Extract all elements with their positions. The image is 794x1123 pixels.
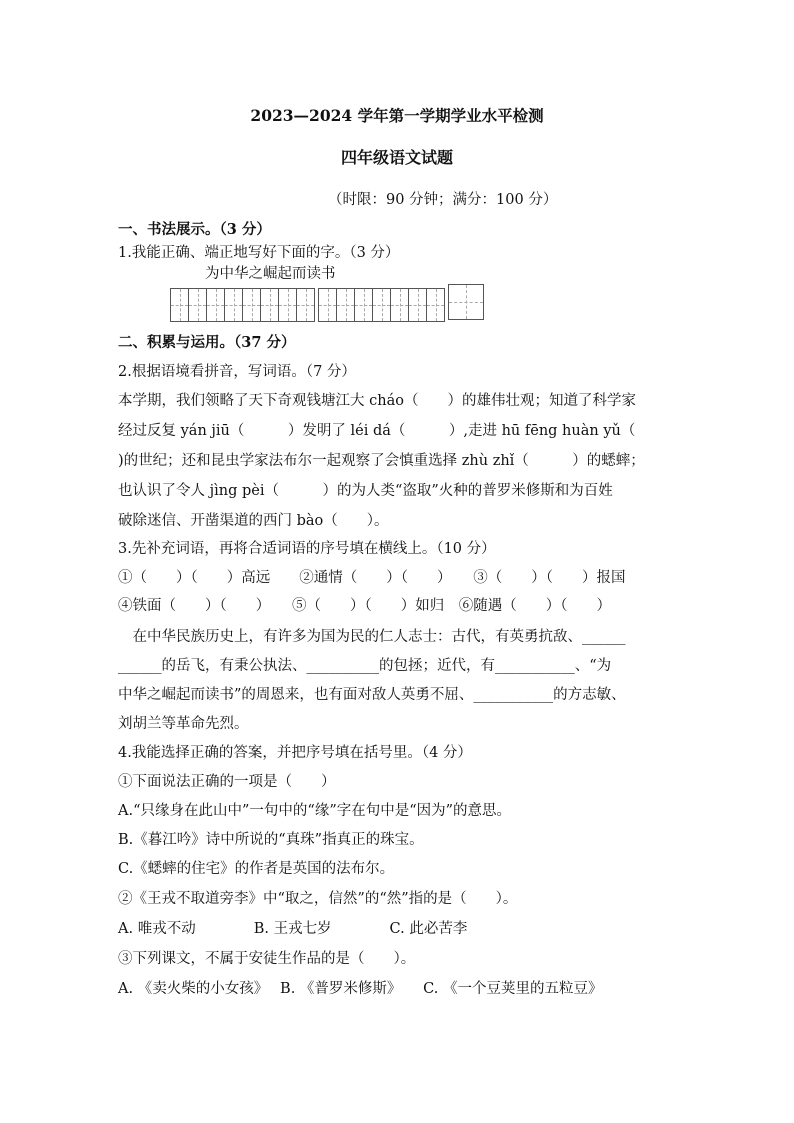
q2-line: )的世纪；还和昆虫学家法布尔一起观察了会慎重选择 zhù zhǐ（ ）的蟋蟀； <box>118 453 645 469</box>
q2-line: 经过反复 yán jiū（ ）发明了 léi dá（ ）,走进 hū fēng huàn yǔ（ <box>118 423 636 439</box>
section2-heading: 二、积累与运用。（37 分） <box>118 334 296 351</box>
q4-3-stem: ③下列课文，不属于安徒生作品的是（ ）。 <box>118 951 416 967</box>
q2-line: 破除迷信、开凿渠道的西门 bào（ ）。 <box>118 513 389 529</box>
exam-title: 2023—2024 学年第一学期学业水平检测 <box>250 106 544 125</box>
q4-1-option-b: B.《暮江吟》诗中所说的“真珠”指真正的珠宝。 <box>118 832 424 848</box>
q4-3-options: A. 《卖火柴的小女孩》 B. 《普罗米修斯》 C. 《一个豆荚里的五粒豆》 <box>118 981 603 997</box>
q4-1-option-c: C.《蟋蟀的住宅》的作者是英国的法布尔。 <box>118 861 395 877</box>
q3-passage-line: 刘胡兰等革命先烈。 <box>118 716 249 732</box>
q2-line: 本学期，我们领略了天下奇观钱塘江大 cháo（ ）的雄伟壮观；知道了科学家 <box>118 393 636 409</box>
q2-line: 也认识了令人 jìng pèi（ ）的为人类“盗取”火种的普罗米修斯和为百姓 <box>118 483 613 499</box>
q3-passage-line: ______的岳飞，有秉公执法、__________的包拯；近代，有___________、“为 <box>118 658 612 674</box>
exam-meta: （时限：90 分钟；满分：100 分） <box>328 192 558 208</box>
q3-words-row-1: ①（ ）（ ）高远 ②通情（ ）（ ） ③（ ）（ ）报国 <box>118 570 626 586</box>
q4-2-options: A. 唯戎不动 B. 王戎七岁 C. 此必苦李 <box>118 921 468 937</box>
q3-words-row-2: ④铁面（ ）（ ） ⑤（ ）（ ）如归 ⑥随遇（ ）（ ） <box>118 598 611 614</box>
question-3: 3.先补充词语，再将合适词语的序号填在横线上。（10 分） <box>118 541 496 557</box>
writing-grid-extra-cell[interactable] <box>448 284 484 320</box>
q3-passage-line: 中华之崛起而读书”的周恩来，也有面对敌人英勇不屈、___________的方志敏、 <box>118 687 626 703</box>
q4-1-option-a: A.“只缘身在此山中”一句中的“缘”字在句中是“因为”的意思。 <box>118 803 512 819</box>
q4-2-stem: ②《王戎不取道旁李》中“取之，信然”的“然”指的是（ ）。 <box>118 891 518 907</box>
exam-subtitle: 四年级语文试题 <box>340 148 453 167</box>
q4-1-stem: ①下面说法正确的一项是（ ） <box>118 774 336 790</box>
writing-grid-group-2[interactable] <box>318 288 445 322</box>
q3-passage-line: 在中华民族历史上，有许多为国为民的仁人志士：古代，有英勇抗敌、______ <box>118 629 626 645</box>
writing-grid-group-1[interactable] <box>170 288 315 322</box>
section1-heading: 一、书法展示。（3 分） <box>118 221 271 238</box>
question-2: 2.根据语境看拼音，写词语。（7 分） <box>118 364 356 380</box>
question-4: 4.我能选择正确的答案，并把序号填在括号里。（4 分） <box>118 745 472 761</box>
question-1: 1.我能正确、端正地写好下面的字。（3 分） <box>118 245 400 261</box>
writing-grid[interactable] <box>170 288 484 322</box>
copy-text: 为中华之崛起而读书 <box>205 266 336 282</box>
